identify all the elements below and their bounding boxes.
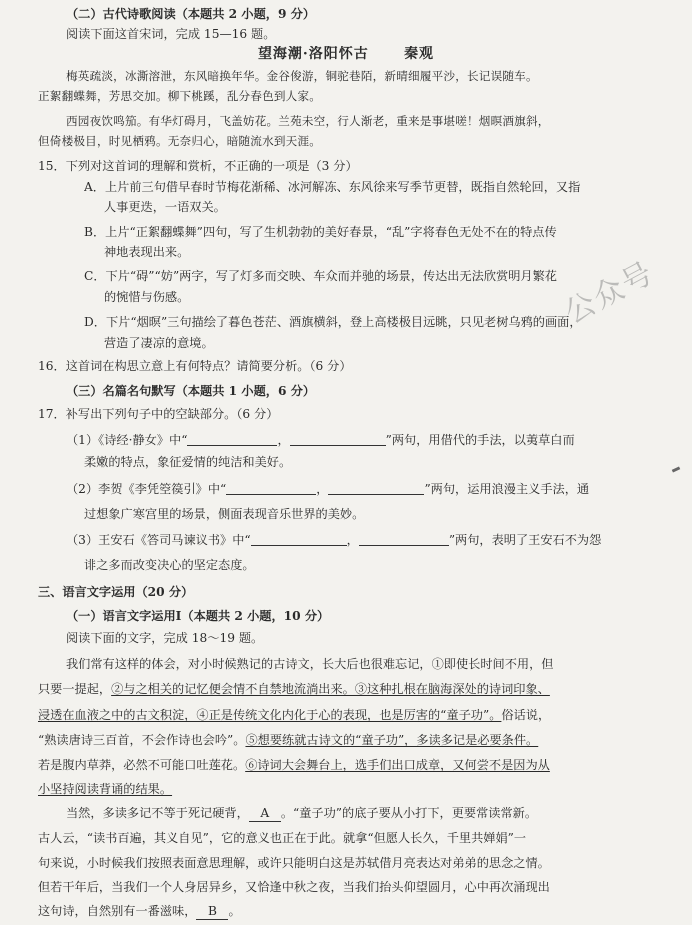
fill-blank[interactable] — [187, 433, 277, 446]
poetry-instructions: 阅读下面这首宋词，完成 15—16 题。 — [66, 27, 276, 41]
question-15-option-c: C．下片“碍”“妨”两字，写了灯多而交映、车众而并驰的场景，传达出无法欣赏明月繁花 — [84, 269, 557, 283]
comma: ， — [277, 433, 290, 447]
passage-underlined: ⑤想要练就古诗文的“童子功”，多读多记是必要条件。 — [245, 733, 539, 747]
passage-line: 古人云，“读书百遍，其义自见”，它的意义也正在于此。就拿“但愿人长久，千里共婵娟”一 — [38, 831, 527, 845]
passage-line — [38, 757, 663, 773]
section-heading-mingju: （三）名篇名句默写（本题共 1 小题，6 分） — [66, 384, 316, 398]
passage-line — [38, 681, 663, 697]
comma: ， — [316, 482, 329, 496]
question-17-2 — [66, 481, 666, 497]
fill-blank[interactable] — [226, 482, 316, 495]
language-instructions: 阅读下面的文字，完成 18～19 题。 — [66, 631, 264, 645]
question-15-option-c-cont: 的惋惜与伤感。 — [104, 290, 190, 304]
passage-underlined: ②与之相关的记忆便会情不自禁地流淌出来。③这种扎根在脑海深处的诗词印象、 — [111, 682, 550, 696]
q17-1-prompt: （1）《诗经·静女》中“ — [66, 433, 188, 447]
question-15-option-d: D．下片“烟暝”三句描绘了暮色苍茫、酒旗横斜，登上高楼极目远眺，只见老树乌鸦的画面， — [84, 315, 582, 329]
comma: ， — [346, 533, 359, 547]
q17-2-prompt: （2）李贺《李凭箜篌引》中“ — [66, 482, 227, 496]
question-17-1-cont: 柔嫩的特点，象征爱情的纯洁和美好。 — [84, 455, 292, 469]
passage-line: 句来说，小时候我们按照表面意思理解，或许只能明白这是苏轼借月亮表达对弟弟的思念之情。 — [38, 856, 550, 870]
blank-a[interactable]: A — [249, 805, 281, 822]
passage-text: 这句诗，自然别有一番滋味， — [38, 904, 197, 918]
fill-blank[interactable] — [328, 482, 424, 495]
question-17-3 — [66, 532, 666, 548]
poem-author: 秦观 — [404, 46, 435, 62]
passage-underlined: ⑥诗词大会舞台上，选手们出口成章，又何尝不是因为从 — [245, 758, 550, 772]
blank-b[interactable]: B — [196, 903, 228, 920]
section-heading-three: 三、语言文字运用（20 分） — [38, 585, 194, 599]
poem-line: 西园夜饮鸣笳。有华灯碍月，飞盖妨花。兰苑未空，行人渐老，重来是事堪嗟！烟暝酒旗斜， — [66, 114, 550, 128]
section-heading-lang1: （一）语言文字运用Ⅰ（本题共 2 小题，10 分） — [66, 609, 330, 623]
passage-text: “熟读唐诗三百首，不会作诗也会吟”。 — [38, 733, 246, 747]
passage-text: 。“童子功”的底子要从小打下，更要常读常新。 — [280, 806, 538, 820]
question-15-stem: 15．下列对这首词的理解和赏析，不正确的一项是（3 分） — [38, 159, 358, 173]
fill-blank[interactable] — [359, 533, 449, 546]
passage-line — [38, 707, 663, 723]
passage-line — [38, 732, 663, 748]
pen-mark — [672, 466, 681, 472]
question-17-1 — [66, 432, 666, 448]
passage-underlined: 浸透在血液之中的古文积淀，④正是传统文化内化于心的表现，也是厉害的“童子功”。 — [38, 708, 502, 722]
passage-text: 若是腹内草莽，必然不可能口吐莲花。 — [38, 758, 246, 772]
q17-1-suffix: ”两句，用借代的手法，以荑草白而 — [385, 433, 575, 447]
fill-blank[interactable] — [290, 433, 386, 446]
poem-line: 正絮翻蝶舞，芳思交加。柳下桃蹊，乱分春色到人家。 — [38, 89, 322, 103]
fill-blank[interactable] — [251, 533, 347, 546]
passage-text: 俗话说， — [501, 708, 551, 722]
q17-3-suffix: ”两句，表明了王安石不为怨 — [448, 533, 602, 547]
passage-line — [38, 781, 663, 797]
question-15-option-a: A．上片前三句借早春时节梅花渐稀、冰河解冻、东风徐来写季节更替，既指自然轮回，又指 — [84, 180, 581, 194]
poem-line: 但倚楼极目，时见栖鸦。无奈归心，暗随流水到天涯。 — [38, 134, 322, 148]
q17-2-suffix: ”两句，运用浪漫主义手法，通 — [424, 482, 590, 496]
passage-text: 只要一提起， — [38, 682, 112, 696]
question-16: 16．这首词在构思立意上有何特点？请简要分析。（6 分） — [38, 359, 352, 373]
question-15-option-d-cont: 营造了凄凉的意境。 — [104, 336, 214, 350]
poem-line: 梅英疏淡，冰澌溶泄，东风暗换年华。金谷俊游，铜驼巷陌，新晴细履平沙，长记误随车。 — [66, 69, 538, 83]
question-15-option-a-cont: 人事更迭，一语双关。 — [104, 200, 226, 214]
poem-title — [0, 46, 692, 62]
passage-line: 但若干年后，当我们一个人身居异乡，又恰逢中秋之夜，当我们抬头仰望圆月，心中再次涌现出 — [38, 880, 550, 894]
question-17-3-cont: 诽之多而改变决心的坚定态度。 — [84, 558, 255, 572]
passage-line — [38, 903, 663, 920]
question-15-option-b-cont: 神地表现出来。 — [104, 245, 190, 259]
poem-title-text: 望海潮·洛阳怀古 — [257, 46, 369, 62]
question-17-stem: 17．补写出下列句子中的空缺部分。（6 分） — [38, 407, 279, 421]
question-17-2-cont: 过想象广寒宫里的场景，侧面表现音乐世界的美妙。 — [84, 507, 365, 521]
passage-line: 我们常有这样的体会，对小时候熟记的古诗文，长大后也很难忘记，①即使长时间不用，但 — [66, 657, 554, 671]
q17-3-prompt: （3）王安石《答司马谏议书》中“ — [66, 533, 251, 547]
question-15-option-b: B．上片“正絮翻蝶舞”四句，写了生机勃勃的美好春景，“乱”字将春色无处不在的特点传 — [84, 225, 557, 239]
passage-line — [66, 805, 666, 822]
section-heading-poetry: （二）古代诗歌阅读（本题共 2 小题，9 分） — [66, 7, 316, 21]
passage-text: 。 — [228, 904, 241, 918]
watermark-text: 公众号 — [559, 255, 661, 332]
passage-text: 当然，多读多记不等于死记硬背， — [66, 806, 249, 820]
passage-underlined: 小坚持阅读背诵的结果。 — [38, 782, 173, 796]
